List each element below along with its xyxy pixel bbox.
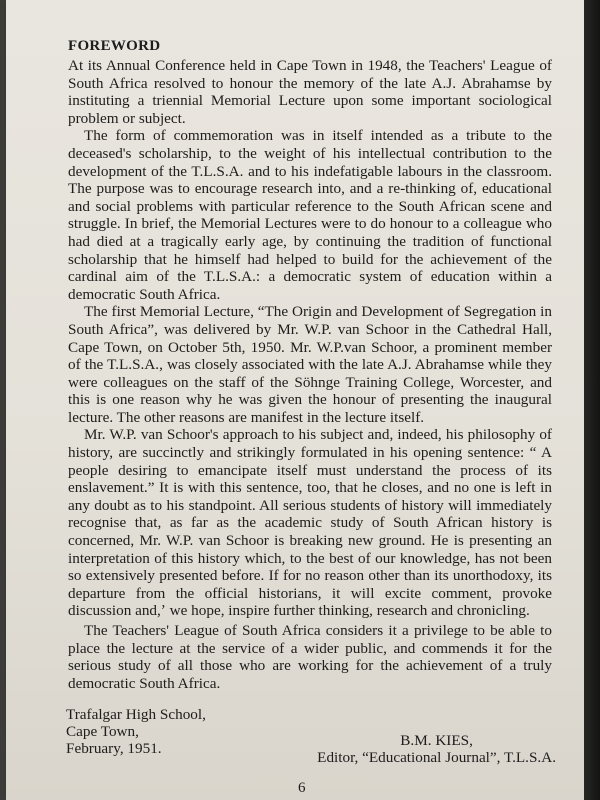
page-content (66, 38, 556, 776)
book-edge-shadow (584, 0, 600, 800)
paragraph-approach: Mr. W.P. van Schoor's approach to his subject and, indeed, his philosophy of history, are succinctly and strikingly formulated in his opening sentence: “ A people desiring to emancipate itself must understand the process of its enslavement.” It is with this sentence, too, that he closes, and no one is left in any doubt as to his standpoint. All serious students of history will immediately recognise that, as far as the academic study of South African history is concerned, Mr. W.P. van Schoor is breaking new ground. He is presenting an interpretation of this history which, to the best of our knowledge, has not been so extensively presented before. If for no reason other than its unorthodoxy, its departure from the official historians, it will excite comment, provoke discussion and,ʼ we hope, inspire further thinking, research and chronicling. (68, 426, 552, 620)
paragraph-commemoration: The form of commemoration was in itself intended as a tribute to the deceased's scholarship, to the weight of his intellectual contribution to the development of the T.L.S.A. and to his indefatigable labours in the classroom. The purpose was to encourage research into, and a re-thinking of, educational and social problems with particular reference to the South African scene and struggle. In brief, the Memorial Lectures were to do honour to a colleague who had died at a tragically early age, by continuing the tradition of functional scholarship that he himself had helped to build for the achievement of the cardinal aim of the T.L.S.A.: a democratic system of education within a democratic South Africa. (68, 127, 552, 303)
author-name: B.M. KIES, (400, 732, 473, 750)
paragraph-intro: At its Annual Conference held in Cape Town in 1948, the Teachers' League of South Africa resolved to honour the memory of the late A.J. Abrahamse by instituting a triennial Memorial Lecture upon some important sociological problem or subject. (68, 57, 552, 127)
book-page (6, 0, 584, 800)
editor-signature (317, 732, 556, 766)
page-number: 6 (298, 780, 306, 796)
foreword-heading: FOREWORD (68, 38, 161, 54)
signoff-date: February, 1951. (66, 740, 162, 758)
signoff-block (66, 706, 556, 776)
paragraph-first-lecture: The first Memorial Lecture, “The Origin and Development of Segregation in South Africa”, was delivered by Mr. W.P. van Schoor in the Cathedral Hall, Cape Town, on October 5th, 1950. Mr. W.P.van Schoor, a prominent member of the T.L.S.A., was closely associated with the late A.J. Abrahamse while they were colleagues on the staff of the Söhnge Training College, Worcester, and this is one reason why he was given the honour of presenting the inaugural lecture. The other reasons are manifest in the lecture itself. (68, 303, 552, 426)
school-city: Cape Town, (66, 723, 139, 741)
school-name: Trafalgar High School, (66, 706, 206, 724)
school-address (66, 706, 206, 757)
paragraph-closing: The Teachers' League of South Africa considers it a privilege to be able to place the lecture at the service of a wider public, and commends it for the serious study of all those who are working for the achievement of a truly democratic South Africa. (68, 622, 552, 692)
author-title: Editor, “Educational Journal”, T.L.S.A. (317, 749, 556, 767)
